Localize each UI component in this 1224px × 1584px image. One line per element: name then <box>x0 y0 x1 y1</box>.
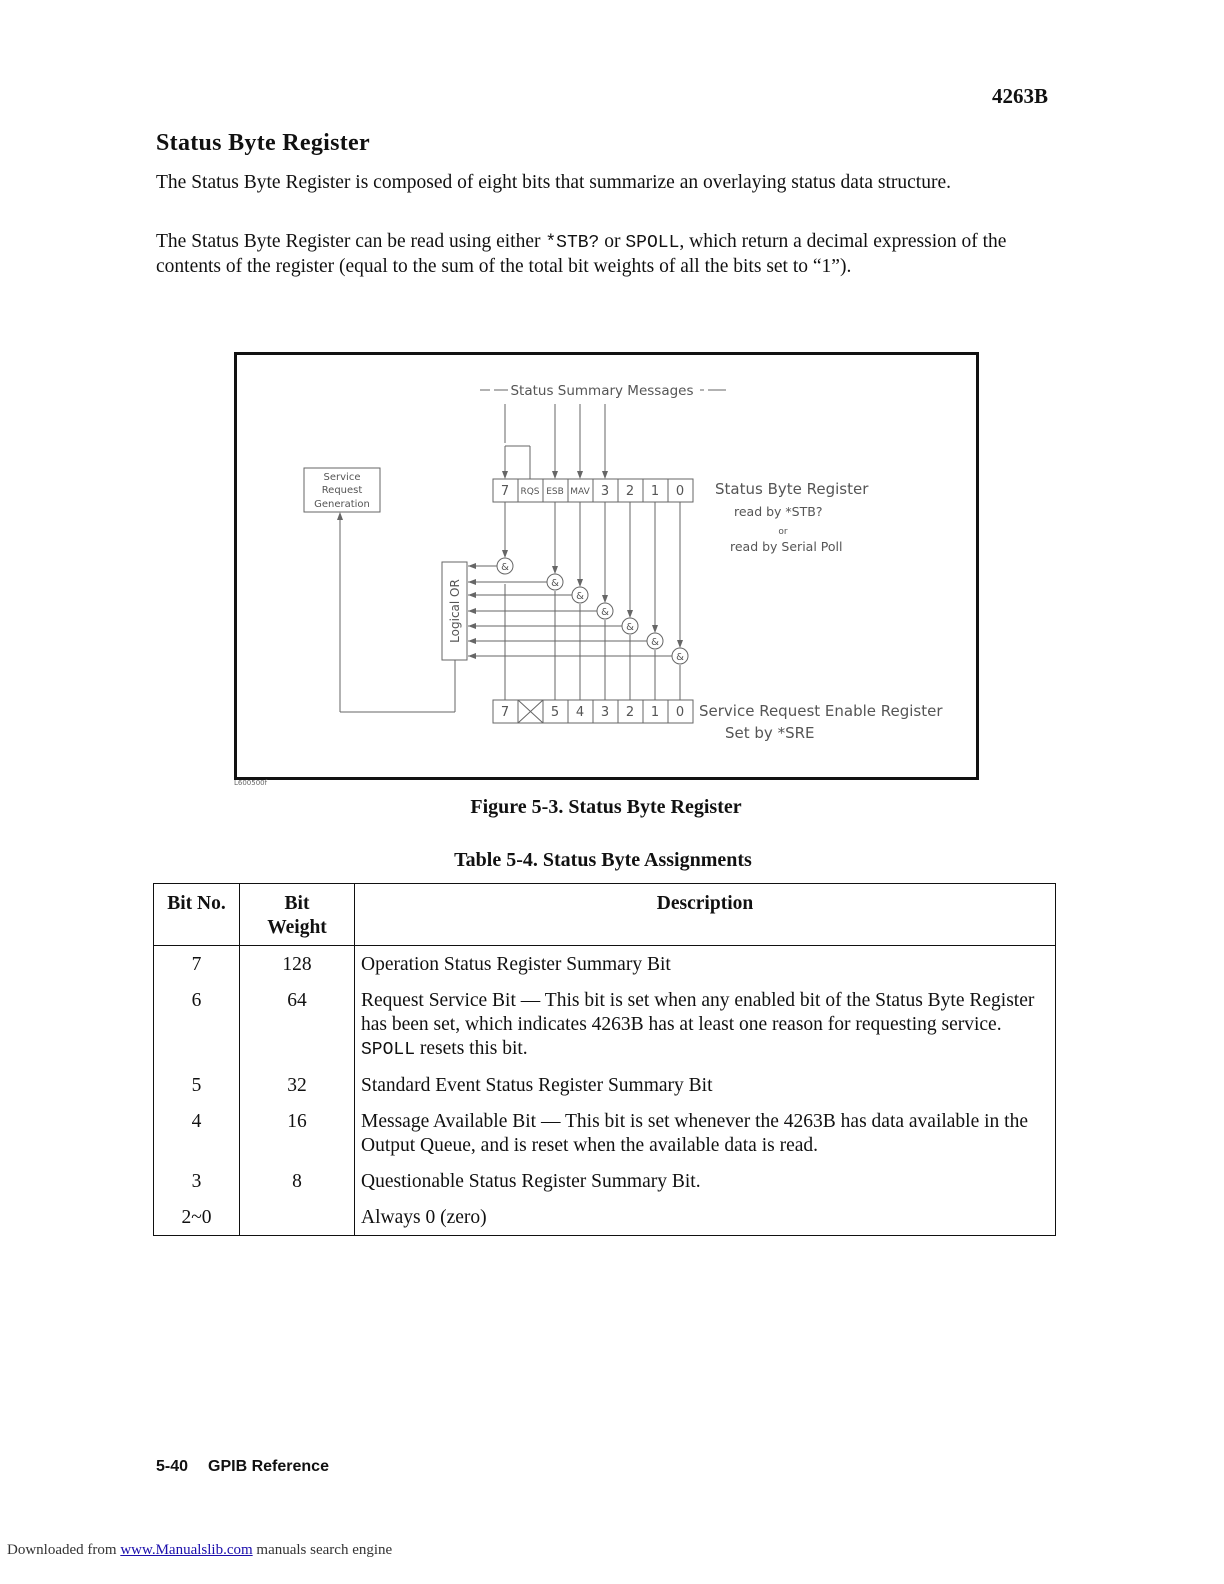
download-suffix: manuals search engine <box>252 1542 393 1558</box>
cell-bit: 7 <box>154 946 240 983</box>
sre-cell-label: 3 <box>600 705 610 720</box>
sre-cell-label: 7 <box>500 705 510 720</box>
spoll-command: SPOLL <box>361 1040 416 1060</box>
and-gate: & <box>551 578 559 589</box>
srg-label-2: Request <box>321 485 363 496</box>
stb-command: *STB? <box>545 233 600 253</box>
cell-bit: 2~0 <box>154 1199 240 1236</box>
page-number: 5-40 <box>156 1458 189 1475</box>
stb-cell-label: 7 <box>500 484 510 499</box>
manualslib-link[interactable]: www.Manualslib.com <box>120 1542 253 1558</box>
table-caption: Table 5-4. Status Byte Assignments <box>454 849 752 871</box>
header-bit-weight-line1: Bit <box>284 893 310 914</box>
summary-messages-label: Status Summary Messages <box>510 383 694 399</box>
stb-serial-poll-label: read by Serial Poll <box>730 539 843 554</box>
spoll-command: SPOLL <box>625 233 680 253</box>
sre-cell-label: 1 <box>650 705 660 720</box>
stb-cell-label: 0 <box>675 484 685 499</box>
sre-cell-label: 5 <box>550 705 560 720</box>
cell-weight: 16 <box>240 1103 355 1163</box>
cell-description: Always 0 (zero) <box>361 1207 487 1228</box>
model-number: 4263B <box>991 84 1048 108</box>
status-byte-figure <box>234 352 979 780</box>
intro-paragraph: The Status Byte Register is composed of eight bits that summarize an overlaying status data structure. <box>156 172 951 193</box>
cell-weight <box>240 1199 355 1236</box>
cell-bit: 5 <box>154 1067 240 1103</box>
sre-cell-label: 4 <box>575 705 585 720</box>
header-bit-weight <box>240 884 355 946</box>
and-gate: & <box>601 607 609 618</box>
stb-cell-label: 1 <box>650 484 660 499</box>
and-gate: & <box>676 652 684 663</box>
stb-cell-label: 3 <box>600 484 610 499</box>
cell-bit: 3 <box>154 1163 240 1199</box>
cell-bit: 4 <box>154 1103 240 1163</box>
cell-description: Message Available Bit — This bit is set whenever the 4263B has data available in the Output Queue, and is reset when the available data is read. <box>361 1111 1028 1156</box>
cell-description <box>355 982 1056 1067</box>
table-row <box>154 946 1056 983</box>
status-byte-assignments-table <box>153 883 1056 1236</box>
table-row <box>154 1199 1056 1236</box>
section-title: Status Byte Register <box>156 130 370 156</box>
and-gate: & <box>651 637 659 648</box>
cell-description-text-b: resets this bit. <box>415 1038 528 1059</box>
header-bit-no: Bit No. <box>154 884 240 946</box>
stb-title: Status Byte Register <box>715 480 869 498</box>
stb-read-label: read by *STB? <box>734 504 823 519</box>
status-byte-diagram <box>234 352 979 780</box>
cell-description: Standard Event Status Register Summary Bit <box>361 1075 713 1096</box>
cell-weight: 32 <box>240 1067 355 1103</box>
figure-id: L600500f <box>234 779 268 787</box>
read-paragraph-text-c: , which return a decimal expression of the contents of the register (equal to the sum of the total bit weights of all the bits set to “1”). <box>156 231 1007 277</box>
table-header-row <box>154 884 1056 946</box>
read-paragraph <box>156 230 1036 279</box>
and-gate-labels <box>501 562 684 663</box>
and-gate: & <box>626 622 634 633</box>
download-notice <box>7 1542 392 1559</box>
download-prefix: Downloaded from <box>7 1542 121 1558</box>
stb-or-label: or <box>778 527 788 537</box>
and-gate: & <box>501 562 509 573</box>
cell-weight: 128 <box>240 946 355 983</box>
sre-title: Service Request Enable Register <box>699 702 943 720</box>
sre-set-label: Set by *SRE <box>725 724 815 742</box>
table-row <box>154 982 1056 1067</box>
table-row <box>154 1103 1056 1163</box>
page-footer <box>156 1458 329 1476</box>
logical-or-label: Logical OR <box>448 579 462 643</box>
stb-cell-label: 2 <box>625 484 635 499</box>
stb-cell-label: MAV <box>570 487 590 497</box>
cell-description-text-a: Request Service Bit — This bit is set when any enabled bit of the Status Byte Register has been set, which indicates 4263B has at least one reason for requesting service. <box>361 990 1035 1035</box>
stb-cell-label: ESB <box>546 487 564 497</box>
sre-cell-label: 2 <box>625 705 635 720</box>
cell-description: Questionable Status Register Summary Bit. <box>361 1171 701 1192</box>
figure-caption: Figure 5-3. Status Byte Register <box>470 796 742 818</box>
sre-cell-label: 0 <box>675 705 685 720</box>
footer-section: GPIB Reference <box>208 1458 329 1475</box>
srg-label-1: Service <box>323 472 361 483</box>
srg-label-3: Generation <box>314 499 370 510</box>
stb-cell-label: RQS <box>520 487 540 497</box>
read-paragraph-text-b: or <box>599 231 626 252</box>
cell-description: Operation Status Register Summary Bit <box>361 954 671 975</box>
header-bit-weight-line2: Weight <box>267 917 327 938</box>
table-row <box>154 1067 1056 1103</box>
and-gate: & <box>576 591 584 602</box>
cell-weight: 64 <box>240 982 355 1067</box>
status-byte-register-cells <box>493 479 693 502</box>
read-paragraph-text-a: The Status Byte Register can be read using either <box>156 231 546 252</box>
service-request-enable-register-cells <box>493 700 693 723</box>
table-row <box>154 1163 1056 1199</box>
cell-bit: 6 <box>154 982 240 1067</box>
header-description: Description <box>355 884 1056 946</box>
cell-weight: 8 <box>240 1163 355 1199</box>
